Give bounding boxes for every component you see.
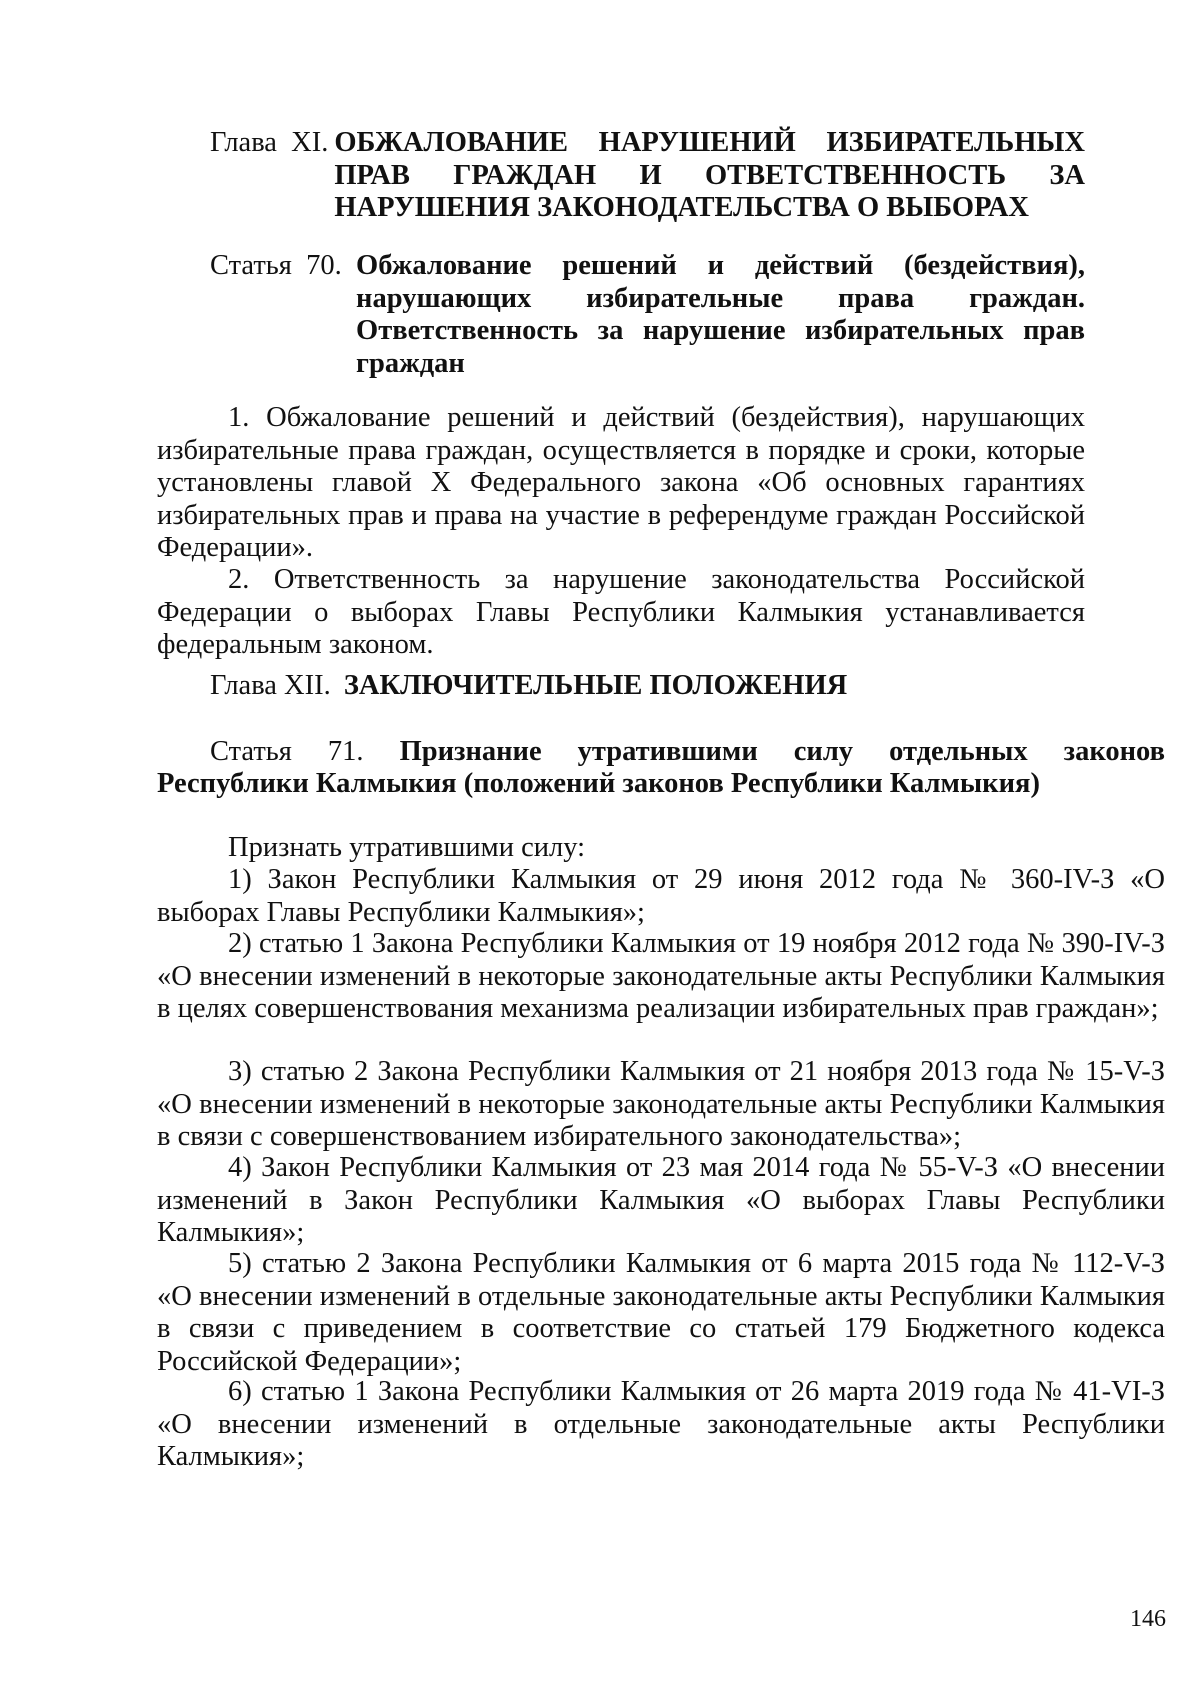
chapter-11-label: Глава XI. <box>210 127 329 158</box>
article-71-label: Статья 71. <box>210 736 364 767</box>
article-71-title-line-2: Республики Калмыкия (положений законов Республики Калмыкия) <box>157 768 1040 799</box>
page-number: 146 <box>1130 1606 1166 1632</box>
article-70-label: Статья 70. <box>210 250 357 281</box>
article-71-title-line-1: Признание утратившими силу отдельных законов <box>399 736 1165 767</box>
article-71-intro: Признать утратившими силу: <box>228 832 585 863</box>
chapter-12-label: Глава XII. <box>210 670 331 701</box>
article-70-title: Обжалование решений и действий (бездействия), нарушающих избирательные права граждан. Ответственность за нарушение избирательных прав граждан <box>356 250 1085 379</box>
list-item: 1) Закон Республики Калмыкия от 29 июня 2012 года № 360-IV-З «О выборах Главы Республики Калмыкия»; <box>157 864 1165 928</box>
chapter-11-title: ОБЖАЛОВАНИЕ НАРУШЕНИЙ ИЗБИРАТЕЛЬНЫХ ПРАВ ГРАЖДАН И ОТВЕТСТВЕННОСТЬ ЗА НАРУШЕНИЯ ЗАКОНОДАТЕЛЬСТВА О ВЫБОРАХ <box>334 127 1085 223</box>
chapter-11-heading <box>210 127 1085 225</box>
list-item: 2) статью 1 Закона Республики Калмыкия от 19 ноября 2012 года № 390-IV-З «О внесении изменений в некоторые законодательные акты Республики Калмыкия в целях совершенствования механизма реализации избирательных прав граждан»; <box>157 928 1165 1024</box>
article-70-paragraph-1: 1. Обжалование решений и действий (бездействия), нарушающих избирательные права граждан, осуществляется в порядке и сроки, которые установлены главой X Федерального закона «Об основных гарантиях избирательных прав и права на участие в референдуме граждан Российской Федерации». <box>157 402 1085 563</box>
chapter-12-heading <box>210 670 1085 703</box>
article-70-paragraph-2: 2. Ответственность за нарушение законодательства Российской Федерации о выборах Главы Республики Калмыкия устанавливается федеральным законом. <box>157 564 1085 660</box>
list-item: 5) статью 2 Закона Республики Калмыкия от 6 марта 2015 года № 112-V-З «О внесении изменений в отдельные законодательные акты Республики Калмыкия в связи с приведением в соответствие со статьей 179 Бюджетного кодекса Российской Федерации»; <box>157 1248 1165 1377</box>
list-item: 6) статью 1 Закона Республики Калмыкия от 26 марта 2019 года № 41-VI-З «О внесении изменений в отдельные законодательные акты Республики Калмыкия»; <box>157 1376 1165 1472</box>
list-item: 3) статью 2 Закона Республики Калмыкия от 21 ноября 2013 года № 15-V-З «О внесении изменений в некоторые законодательные акты Республики Калмыкия в связи с совершенствованием избирательного законодательства»; <box>157 1056 1165 1152</box>
article-71-heading-line-1 <box>157 736 1165 769</box>
list-item: 4) Закон Республики Калмыкия от 23 мая 2014 года № 55-V-З «О внесении изменений в Закон Республики Калмыкия «О выборах Главы Республики Калмыкия»; <box>157 1152 1165 1248</box>
chapter-12-title: ЗАКЛЮЧИТЕЛЬНЫЕ ПОЛОЖЕНИЯ <box>343 670 848 701</box>
article-70-heading <box>210 250 1085 380</box>
